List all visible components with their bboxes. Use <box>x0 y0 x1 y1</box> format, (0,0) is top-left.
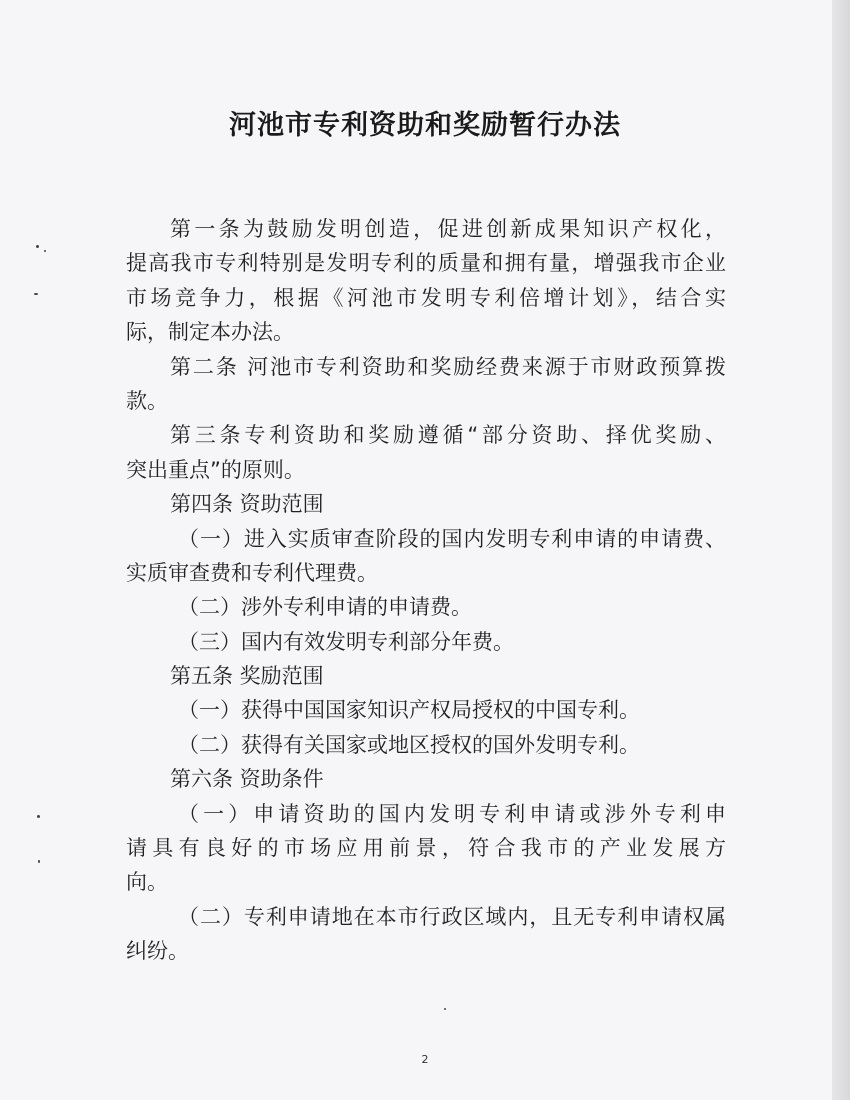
paragraph-line: 第一条为鼓励发明创造，促进创新成果知识产权化， <box>170 217 726 241</box>
scan-speck <box>444 1008 446 1010</box>
paragraph-line: 突出重点”的原则。 <box>126 457 305 482</box>
paragraph-line: （二）专利申请地在本市行政区域内，且无专利申请权属 <box>178 904 726 929</box>
paragraph-line: （二）获得有关国家或地区授权的国外发明专利。 <box>178 732 640 757</box>
scan-edge <box>832 0 850 1100</box>
scan-speck <box>38 860 40 863</box>
paragraph-line: 向。 <box>126 870 168 895</box>
paragraph-line: 第二条 河池市专利资助和奖励经费来源于市财政预算拨 <box>170 354 726 379</box>
paragraph-line: 实质审查费和专利代理费。 <box>126 560 378 585</box>
scan-speck <box>34 293 38 295</box>
paragraph-line: （一）申请资助的国内发明专利申请或涉外专利申 <box>178 801 726 826</box>
section-heading: 第六条 资助条件 <box>170 767 324 792</box>
paragraph-line: 际，制定本办法。 <box>126 320 294 345</box>
paragraph-line: （一）获得中国国家知识产权局授权的中国专利。 <box>178 698 640 723</box>
document-title: 河池市专利资助和奖励暂行办法 <box>229 110 621 141</box>
scan-speck <box>44 250 46 252</box>
paragraph-line: 款。 <box>126 388 168 413</box>
paragraph-line: 纠纷。 <box>126 939 189 964</box>
paragraph-line: 提高我市专利特别是发明专利的质量和拥有量，增强我市企业 <box>126 251 726 276</box>
paragraph-line: 第三条专利资助和奖励遵循“部分资助、择优奖励、 <box>170 423 726 448</box>
scan-speck <box>36 245 39 248</box>
section-heading: 第四条 资助范围 <box>170 492 324 517</box>
page-number: 2 <box>421 1053 429 1066</box>
paragraph-line: （一）进入实质审查阶段的国内发明专利申请的申请费、 <box>178 526 726 551</box>
paragraph-line: 市场竞争力，根据《河池市发明专利倍增计划》，结合实 <box>126 285 726 310</box>
document-body <box>126 212 726 969</box>
paragraph-line: （二）涉外专利申请的申请费。 <box>178 595 472 620</box>
section-heading: 第五条 奖励范围 <box>170 664 324 689</box>
scan-speck <box>37 815 40 818</box>
paragraph-line: （三）国内有效发明专利部分年费。 <box>178 629 514 654</box>
paragraph-line: 请具有良好的市场应用前景，符合我市的产业发展方 <box>126 836 726 861</box>
